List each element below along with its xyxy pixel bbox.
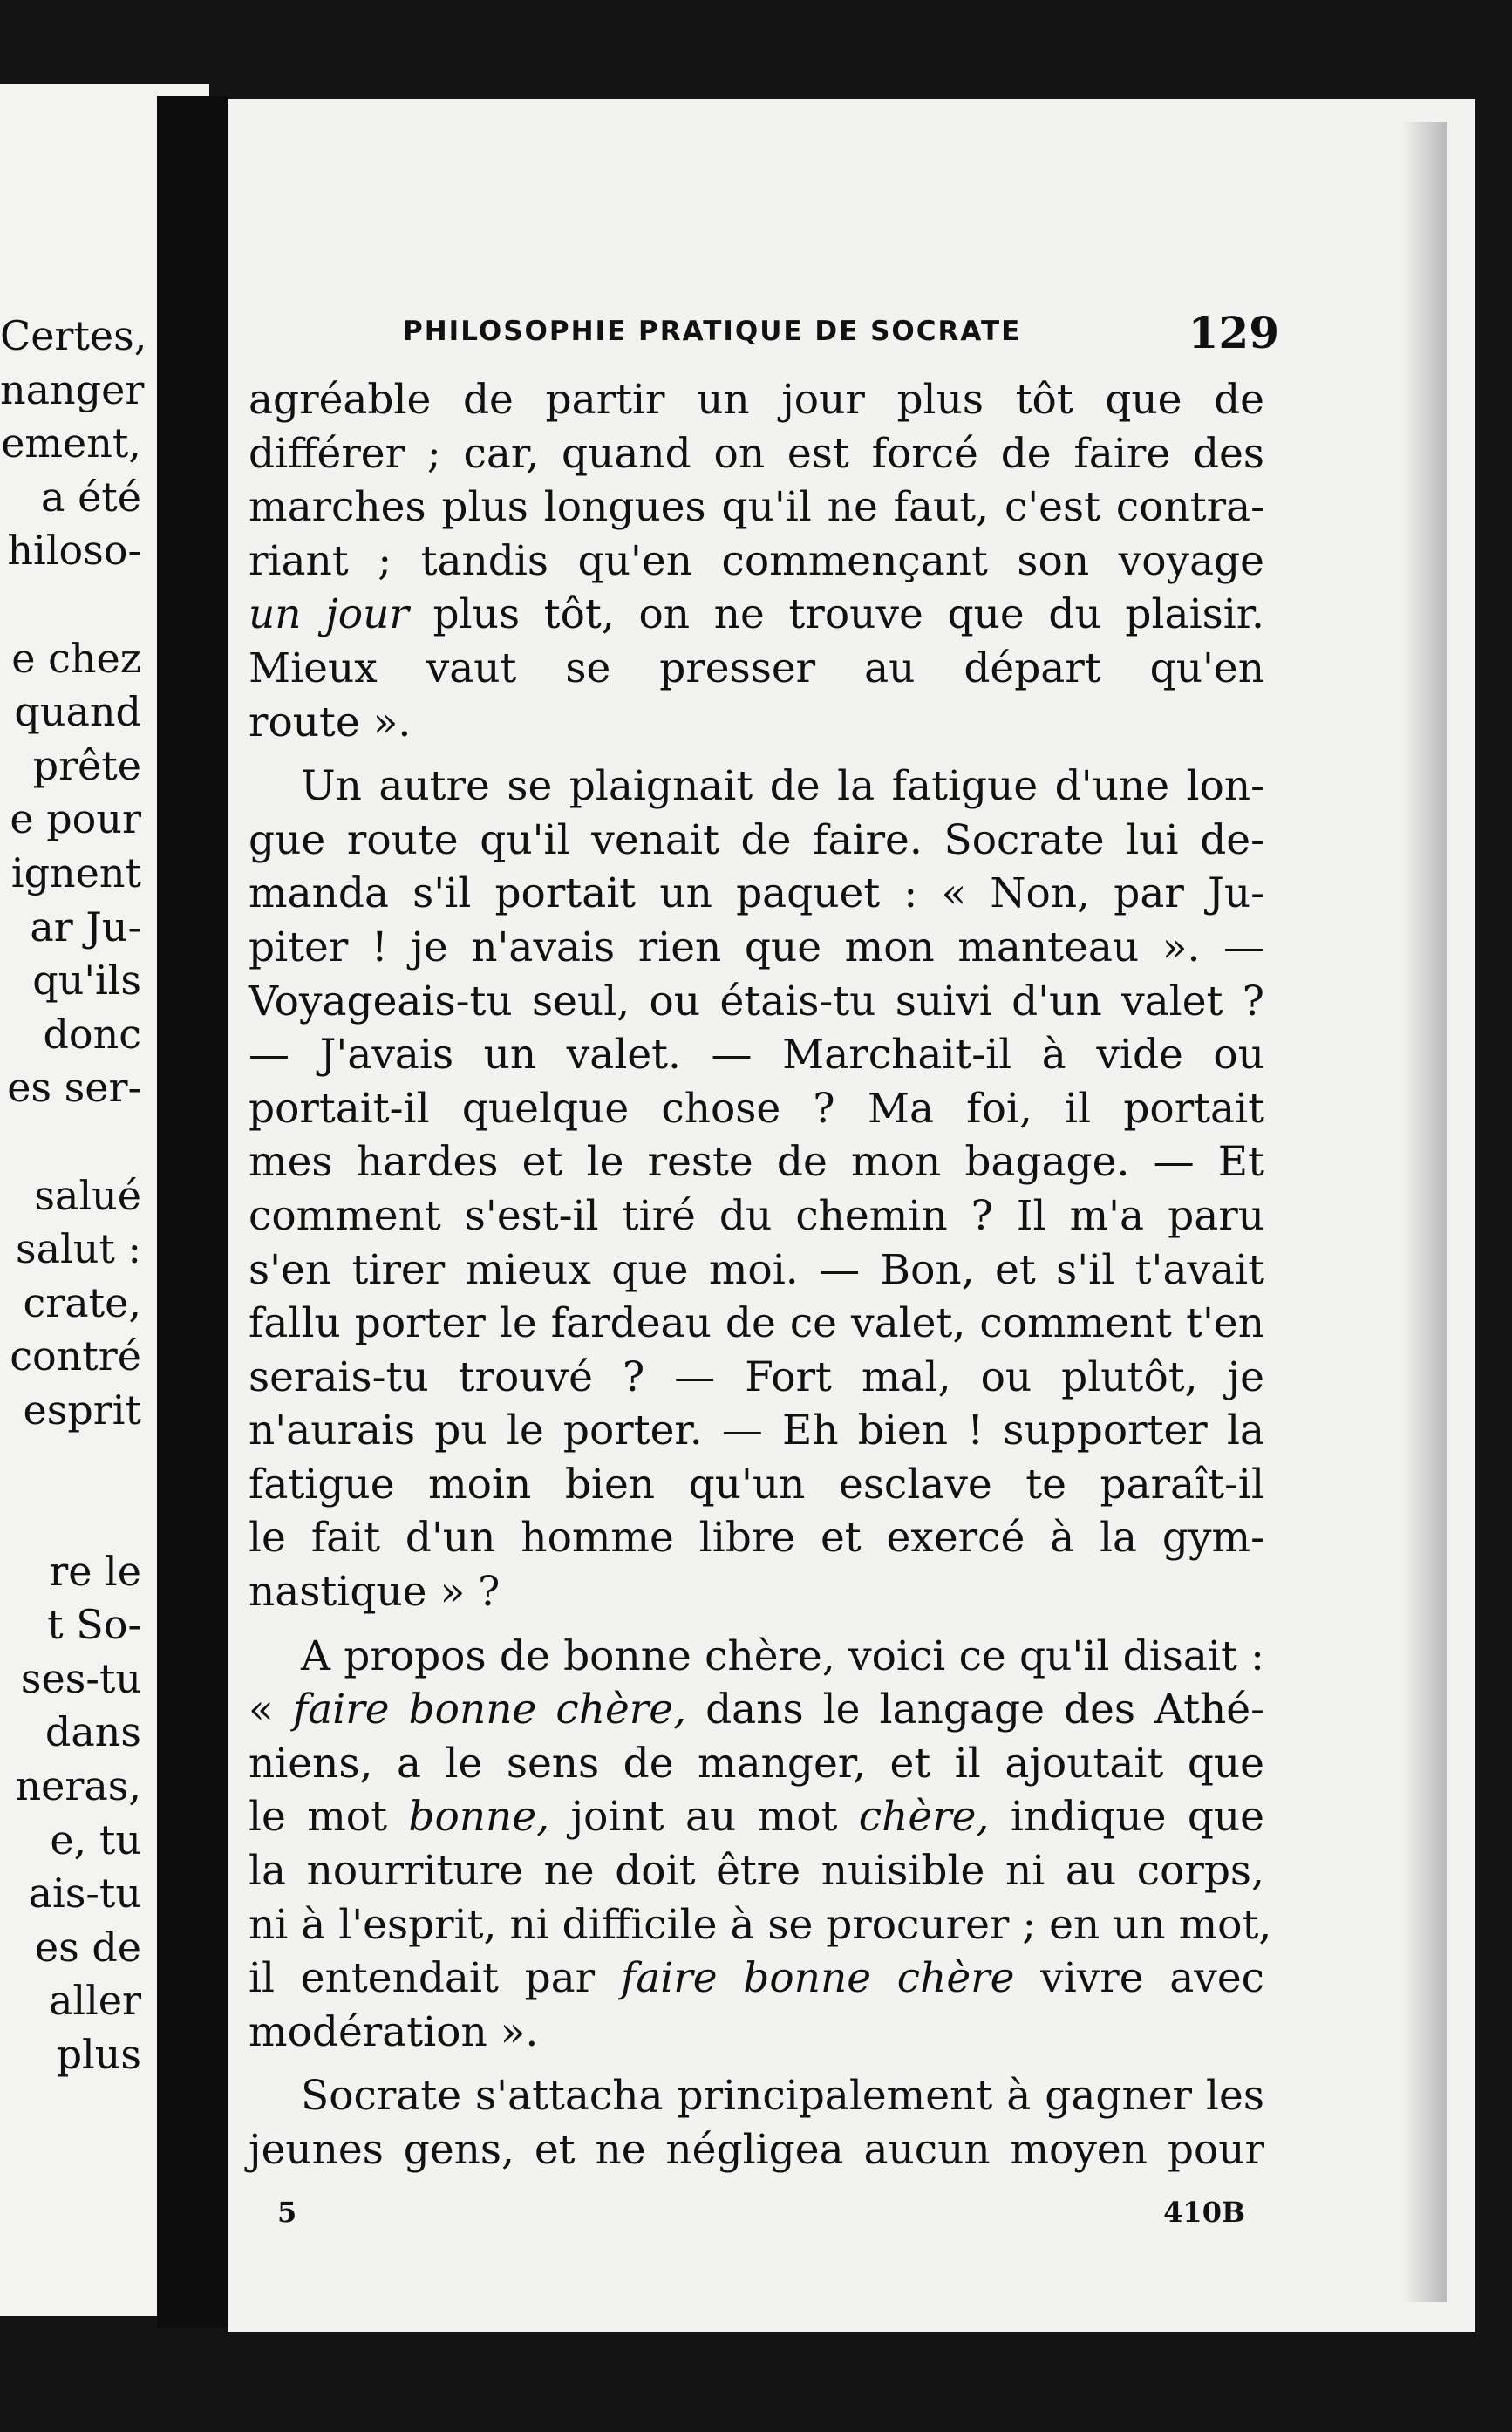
text-line: nastique » ?	[249, 1568, 501, 1617]
facing-line: crate,	[23, 1278, 141, 1326]
facing-line: plus	[56, 2031, 141, 2078]
text-line: la nourriture ne doit être nuisible ni au corps,	[249, 1847, 1264, 1896]
text-line: Voyageais-tu seul, ou étais-tu suivi d'un valet ?	[249, 977, 1264, 1025]
text-line	[249, 588, 1264, 642]
facing-line: salut :	[16, 1225, 141, 1273]
text-line: portait-il quelque chose ? Ma foi, il portait	[249, 1084, 1264, 1133]
facing-line: prête	[32, 741, 141, 789]
text-line: Socrate s'attacha principalement à gagner les	[301, 2072, 1264, 2121]
text-line: agréable de partir un jour plus tôt que de	[249, 376, 1264, 424]
facing-line: e pour	[10, 795, 141, 843]
text-line	[249, 1790, 1264, 1844]
facing-line: es ser-	[7, 1064, 141, 1112]
text-run: le mot	[249, 1793, 409, 1842]
text-run: indique que	[989, 1793, 1264, 1842]
text-line: jeunes gens, et ne négligea aucun moyen pour	[249, 2126, 1264, 2174]
text-line: modération ».	[249, 2007, 539, 2056]
facing-line: ses-tu	[20, 1654, 141, 1702]
facing-line	[0, 1437, 141, 1491]
page-footer	[277, 2196, 1245, 2239]
text-run: vivre avec	[1014, 1954, 1264, 2003]
facing-line: contré	[10, 1332, 141, 1380]
page-number: 129	[1188, 307, 1279, 358]
text-line: Mieux vaut se presser au départ qu'en	[249, 644, 1264, 692]
italic-phrase: faire bonne chère	[620, 1954, 1015, 2003]
text-line: riant ; tandis qu'en commençant son voyage	[249, 536, 1264, 585]
reference-mark: 410B	[1163, 2196, 1245, 2229]
text-run: joint au mot	[549, 1793, 859, 1842]
text-line: différer ; car, quand on est forcé de faire des	[249, 429, 1264, 478]
text-line: serais-tu trouvé ? — Fort mal, ou plutôt, je	[249, 1352, 1264, 1401]
facing-line: ignent	[10, 848, 141, 896]
text-run: dans le langage des Athé-	[686, 1686, 1264, 1734]
book-gutter	[157, 96, 228, 2328]
text-line: fatigue moin bien qu'un esclave te paraît-il	[249, 1460, 1264, 1509]
facing-line: ar Ju-	[30, 903, 141, 950]
text-line	[249, 1952, 1264, 2006]
facing-line: nanger	[0, 365, 145, 413]
page-edge-shadow	[1402, 122, 1447, 2302]
text-line: le fait d'un homme libre et exercé à la gym-	[249, 1514, 1264, 1563]
text-run: «	[249, 1686, 293, 1734]
text-line: niens, a le sens de manger, et il ajoutait que	[249, 1739, 1264, 1788]
facing-page-text	[0, 310, 147, 2082]
signature-mark: 5	[277, 2196, 297, 2229]
facing-line: hiloso-	[7, 527, 141, 575]
facing-line	[0, 1115, 141, 1169]
facing-line: re le	[49, 1547, 141, 1595]
italic-phrase: faire bonne chère,	[292, 1686, 687, 1734]
text-line: — J'avais un valet. — Marchait-il à vide ou	[249, 1031, 1264, 1080]
text-run: plus tôt, on ne trouve que du plaisir.	[408, 590, 1264, 639]
italic-phrase: un jour	[249, 590, 409, 639]
text-line: marches plus longues qu'il ne faut, c'est contra-	[249, 483, 1264, 532]
text-line: manda s'il portait un paquet : « Non, par Ju-	[249, 869, 1264, 918]
running-head: PHILOSOPHIE PRATIQUE DE SOCRATE	[403, 316, 1022, 347]
facing-line	[0, 1491, 141, 1545]
facing-line: quand	[14, 688, 141, 736]
text-line: gue route qu'il venait de faire. Socrate lui de-	[249, 815, 1264, 864]
body-text	[249, 373, 1272, 2177]
facing-line: Certes,	[0, 312, 147, 359]
facing-line: neras,	[15, 1762, 141, 1810]
facing-line: t So-	[47, 1601, 141, 1649]
facing-line: a été	[41, 473, 141, 521]
text-line	[249, 1683, 1264, 1737]
text-line: piter ! je n'avais rien que mon manteau ». —	[249, 923, 1264, 971]
facing-line	[0, 578, 141, 632]
facing-line: dans	[44, 1708, 141, 1756]
text-line: n'aurais pu le porter. — Eh bien ! supporter la	[249, 1407, 1264, 1455]
facing-line: esprit	[23, 1386, 141, 1434]
text-line: A propos de bonne chère, voici ce qu'il disait :	[301, 1632, 1264, 1680]
facing-line: es de	[34, 1923, 141, 1971]
facing-line: ais-tu	[28, 1870, 141, 1918]
facing-line: donc	[43, 1010, 141, 1058]
facing-line: ement,	[1, 419, 141, 467]
facing-line: e chez	[11, 634, 141, 682]
facing-line: e, tu	[50, 1815, 141, 1863]
facing-line: aller	[48, 1977, 141, 2025]
facing-line: salué	[34, 1171, 141, 1219]
text-line: ni à l'esprit, ni difficile à se procurer ; en un mot,	[249, 1900, 1272, 1949]
text-line: comment s'est-il tiré du chemin ? Il m'a paru	[249, 1191, 1264, 1240]
text-line: mes hardes et le reste de mon bagage. — Et	[249, 1138, 1264, 1187]
text-line: s'en tirer mieux que moi. — Bon, et s'il t'avait	[249, 1245, 1264, 1294]
page-header	[403, 307, 1279, 368]
text-line: fallu porter le fardeau de ce valet, comment t'en	[249, 1299, 1264, 1348]
text-run: il entendait par	[249, 1954, 621, 2003]
text-line: route ».	[249, 698, 412, 746]
facing-line: qu'ils	[32, 957, 141, 1005]
italic-phrase: chère,	[858, 1793, 990, 1842]
italic-phrase: bonne,	[408, 1793, 550, 1842]
text-line: Un autre se plaignait de la fatigue d'une lon-	[301, 762, 1264, 811]
